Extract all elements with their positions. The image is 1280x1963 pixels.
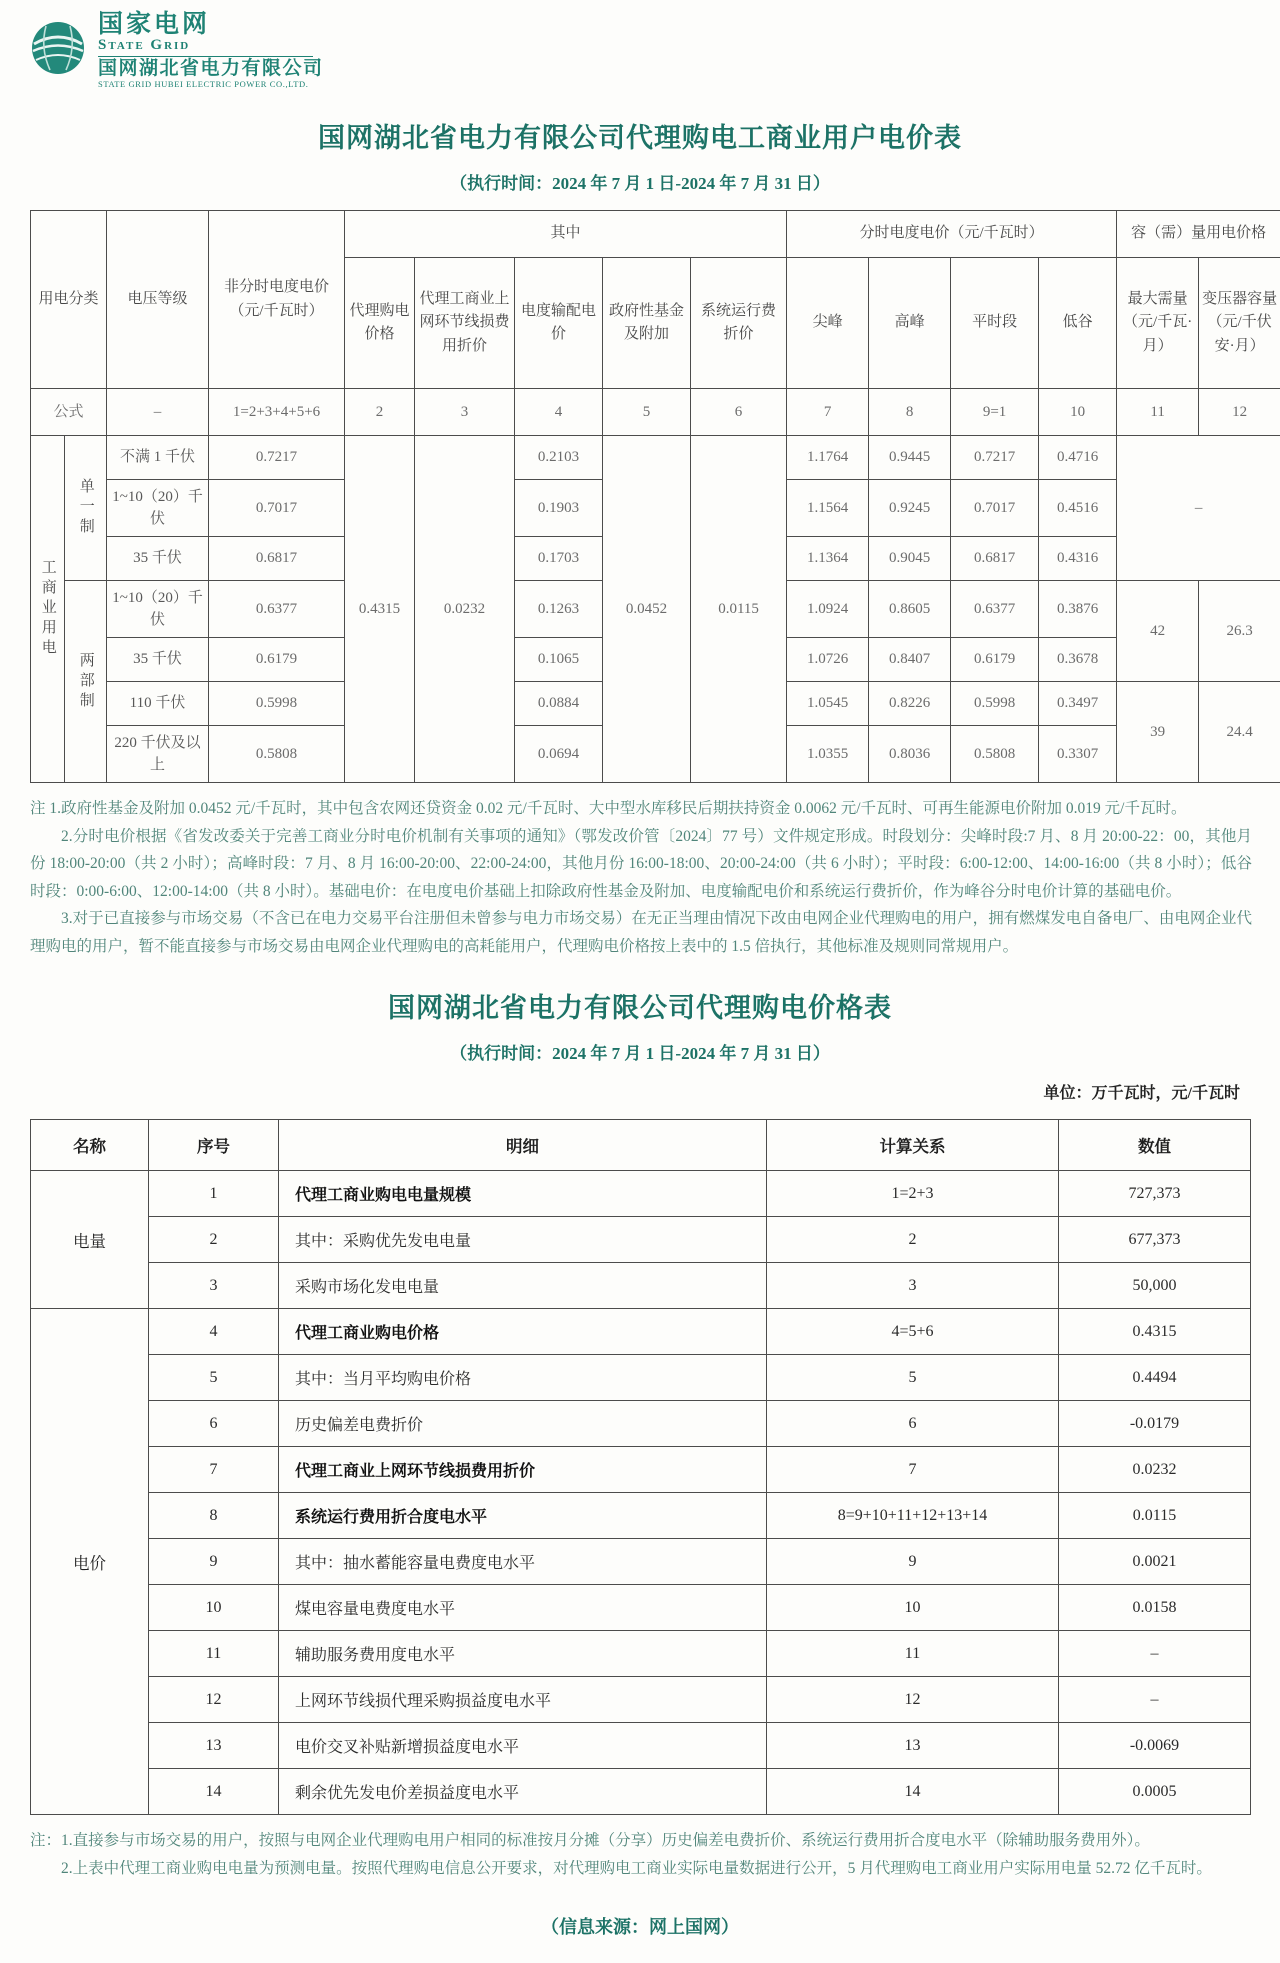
peak-price-cell: 0.8407 bbox=[869, 638, 951, 682]
brand-name-en: State Grid bbox=[98, 36, 191, 53]
transmission-cell: 0.1903 bbox=[515, 480, 603, 537]
valley-price-cell: 0.3678 bbox=[1039, 638, 1117, 682]
col-calc: 计算关系 bbox=[767, 1120, 1059, 1171]
section-name-cell: 电价 bbox=[31, 1309, 149, 1815]
sharp-price-cell: 1.0924 bbox=[787, 581, 869, 638]
transmission-cell: 0.0884 bbox=[515, 682, 603, 726]
note-item: 注 1.政府性基金及附加 0.0452 元/千瓦时，其中包含农网还贷资金 0.02 元/千瓦时、大中型水库移民后期扶持资金 0.0062 元/千瓦时、可再生能源电价附加 0.019 元/千瓦时。 bbox=[30, 800, 1187, 817]
flat-period-price-cell: 0.7017 bbox=[951, 480, 1039, 537]
voltage-cell: 110 千伏 bbox=[107, 682, 209, 726]
col-gov-fund: 政府性基金及附加 bbox=[603, 258, 691, 389]
formula-cell: 8 bbox=[869, 389, 951, 436]
index-cell: 8 bbox=[149, 1493, 279, 1539]
col-system-fee: 系统运行费折价 bbox=[691, 258, 787, 389]
peak-price-cell: 0.9445 bbox=[869, 436, 951, 480]
col-detail: 明细 bbox=[279, 1120, 767, 1171]
detail-cell: 其中：当月平均购电价格 bbox=[279, 1355, 767, 1401]
index-cell: 3 bbox=[149, 1263, 279, 1309]
formula-cell: 5 bbox=[603, 389, 691, 436]
calc-cell: 3 bbox=[767, 1263, 1059, 1309]
peak-price-cell: 0.8036 bbox=[869, 726, 951, 783]
col-name: 名称 bbox=[31, 1120, 149, 1171]
col-transmission: 电度输配电价 bbox=[515, 258, 603, 389]
formula-cell: 9=1 bbox=[951, 389, 1039, 436]
system-fee-cell: 0.0115 bbox=[691, 436, 787, 783]
detail-cell: 其中：采购优先发电电量 bbox=[279, 1217, 767, 1263]
valley-price-cell: 0.3876 bbox=[1039, 581, 1117, 638]
peak-price-cell: 0.9245 bbox=[869, 480, 951, 537]
value-cell: 0.4315 bbox=[1059, 1309, 1251, 1355]
formula-cell: 10 bbox=[1039, 389, 1117, 436]
col-max-demand: 最大需量（元/千瓦·月） bbox=[1117, 258, 1199, 389]
col-index: 序号 bbox=[149, 1120, 279, 1171]
index-cell: 13 bbox=[149, 1723, 279, 1769]
index-cell: 4 bbox=[149, 1309, 279, 1355]
calc-cell: 2 bbox=[767, 1217, 1059, 1263]
detail-cell: 其中：抽水蓄能容量电费度电水平 bbox=[279, 1539, 767, 1585]
calc-cell: 12 bbox=[767, 1677, 1059, 1723]
flat-period-price-cell: 0.6377 bbox=[951, 581, 1039, 638]
price-table-title: 国网湖北省电力有限公司代理购电价格表 bbox=[388, 993, 892, 1024]
sharp-price-cell: 1.0355 bbox=[787, 726, 869, 783]
col-flat-price: 非分时电度电价（元/千瓦时） bbox=[209, 211, 345, 389]
index-cell: 7 bbox=[149, 1447, 279, 1493]
transmission-cell: 0.2103 bbox=[515, 436, 603, 480]
note-item: 3.对于已直接参与市场交易（不含已在电力交易平台注册但未曾参与电力市场交易）在无正当理由情况下改由电网企业代理购电的用户，拥有燃煤发电自备电厂、由电网企业代理购电的用户，暂不能直接参与市场交易由电网企业代理购电的高耗能用户，代理购电价格按上表中的 1.5 倍执行，其他标准及规则同常规用户。 bbox=[30, 910, 1252, 955]
formula-cell: 3 bbox=[415, 389, 515, 436]
footer-source: （信息来源：网上国网） bbox=[541, 1916, 739, 1937]
gov-fund-cell: 0.0452 bbox=[603, 436, 691, 783]
brand-text bbox=[98, 12, 324, 89]
state-grid-logo-icon bbox=[30, 20, 86, 81]
flat-price-cell: 0.6179 bbox=[209, 638, 345, 682]
calc-cell: 1=2+3 bbox=[767, 1171, 1059, 1217]
flat-period-price-cell: 0.6817 bbox=[951, 537, 1039, 581]
voltage-cell: 35 千伏 bbox=[107, 638, 209, 682]
valley-price-cell: 0.3307 bbox=[1039, 726, 1117, 783]
calc-cell: 7 bbox=[767, 1447, 1059, 1493]
formula-cell: 7 bbox=[787, 389, 869, 436]
transmission-cell: 0.1263 bbox=[515, 581, 603, 638]
peak-price-cell: 0.9045 bbox=[869, 537, 951, 581]
transmission-cell: 0.1703 bbox=[515, 537, 603, 581]
col-voltage-level: 电压等级 bbox=[107, 211, 209, 389]
formula-cell: 6 bbox=[691, 389, 787, 436]
value-cell: 0.0021 bbox=[1059, 1539, 1251, 1585]
flat-price-cell: 0.7017 bbox=[209, 480, 345, 537]
formula-cell: 4 bbox=[515, 389, 603, 436]
flat-period-price-cell: 0.7217 bbox=[951, 436, 1039, 480]
value-cell: – bbox=[1059, 1631, 1251, 1677]
sharp-price-cell: 1.1564 bbox=[787, 480, 869, 537]
col-agent-price: 代理购电价格 bbox=[345, 258, 415, 389]
voltage-cell: 不满 1 千伏 bbox=[107, 436, 209, 480]
flat-price-cell: 0.6377 bbox=[209, 581, 345, 638]
formula-cell: 1=2+3+4+5+6 bbox=[209, 389, 345, 436]
index-cell: 5 bbox=[149, 1355, 279, 1401]
col-user-category: 用电分类 bbox=[31, 211, 107, 389]
detail-cell: 剩余优先发电价差损益度电水平 bbox=[279, 1769, 767, 1815]
voltage-cell: 1~10（20）千伏 bbox=[107, 581, 209, 638]
category-cell: 工商业用电 bbox=[31, 436, 65, 783]
company-name-cn: 国网湖北省电力有限公司 bbox=[98, 57, 324, 79]
sharp-price-cell: 1.0726 bbox=[787, 638, 869, 682]
col-capacity-price: 容（需）量用电价格 bbox=[1117, 211, 1280, 258]
flat-price-cell: 0.6817 bbox=[209, 537, 345, 581]
price-table-notes bbox=[30, 1827, 1252, 1882]
col-value: 数值 bbox=[1059, 1120, 1251, 1171]
transformer-cell: 24.4 bbox=[1199, 682, 1280, 783]
transmission-cell: 0.1065 bbox=[515, 638, 603, 682]
brand-divider bbox=[98, 56, 313, 57]
voltage-cell: 1~10（20）千伏 bbox=[107, 480, 209, 537]
calc-cell: 9 bbox=[767, 1539, 1059, 1585]
col-sharp: 尖峰 bbox=[787, 258, 869, 389]
col-among: 其中 bbox=[345, 211, 787, 258]
detail-cell: 煤电容量电费度电水平 bbox=[279, 1585, 767, 1631]
grid-loss-cell: 0.0232 bbox=[415, 436, 515, 783]
value-cell: 0.0158 bbox=[1059, 1585, 1251, 1631]
transmission-cell: 0.0694 bbox=[515, 726, 603, 783]
sharp-price-cell: 1.1764 bbox=[787, 436, 869, 480]
index-cell: 1 bbox=[149, 1171, 279, 1217]
flat-period-price-cell: 0.5998 bbox=[951, 682, 1039, 726]
index-cell: 6 bbox=[149, 1401, 279, 1447]
detail-cell: 代理工商业购电电量规模 bbox=[279, 1171, 767, 1217]
index-cell: 10 bbox=[149, 1585, 279, 1631]
col-grid-loss: 代理工商业上网环节线损费用折价 bbox=[415, 258, 515, 389]
note-item: 2.上表中代理工商业购电电量为预测电量。按照代理购电信息公开要求，对代理购电工商业实际电量数据进行公开，5 月代理购电工商业用户实际用电量 52.72 亿千瓦时。 bbox=[61, 1860, 1212, 1878]
formula-cell: 11 bbox=[1117, 389, 1199, 436]
unit-note: 单位：万千瓦时，元/千瓦时 bbox=[1043, 1085, 1240, 1103]
system-two-part-cell: 两部制 bbox=[65, 581, 107, 783]
peak-price-cell: 0.8226 bbox=[869, 682, 951, 726]
sharp-price-cell: 1.0545 bbox=[787, 682, 869, 726]
tariff-table-period: （执行时间：2024 年 7 月 1 日-2024 年 7 月 31 日） bbox=[450, 174, 830, 193]
tariff-table-title: 国网湖北省电力有限公司代理购电工商业用户电价表 bbox=[318, 123, 962, 153]
price-table bbox=[30, 1119, 1251, 1815]
note-item: 注：1.直接参与市场交易的用户，按照与电网企业代理购电用户相同的标准按月分摊（分享）历史偏差电费折价、系统运行费用折合度电水平（除辅助服务费用外）。 bbox=[30, 1832, 1150, 1850]
detail-cell: 系统运行费用折合度电水平 bbox=[279, 1493, 767, 1539]
calc-cell: 10 bbox=[767, 1585, 1059, 1631]
voltage-cell: 35 千伏 bbox=[107, 537, 209, 581]
valley-price-cell: 0.4716 bbox=[1039, 436, 1117, 480]
calc-cell: 14 bbox=[767, 1769, 1059, 1815]
detail-cell: 上网环节线损代理采购损益度电水平 bbox=[279, 1677, 767, 1723]
index-cell: 11 bbox=[149, 1631, 279, 1677]
value-cell: – bbox=[1059, 1677, 1251, 1723]
note-item: 2.分时电价根据《省发改委关于完善工商业分时电价机制有关事项的通知》（鄂发改价管〔2024〕77 号）文件规定形成。时段划分：尖峰时段:7 月、8 月 20:00-22：00，其他月份 18:00-20:00（共 2 小时）；高峰时段：7 月、8 月 16:00-20:00、22:00-24:00，其他月份 16:00-18:00、20:00-24:00（共 6 小时）；平时段：6:00-12:00、14:00-16:00（共 8 小时）；低谷时段：0:00-6:00、12:00-14:00（共 8 小时）。基础电价：在电度电价基础上扣除政府性基金及附加、电度输配电价和系统运行费折价，作为峰谷分时电价计算的基础电价。 bbox=[30, 827, 1252, 900]
flat-price-cell: 0.5998 bbox=[209, 682, 345, 726]
value-cell: 50,000 bbox=[1059, 1263, 1251, 1309]
index-cell: 14 bbox=[149, 1769, 279, 1815]
value-cell: -0.0069 bbox=[1059, 1723, 1251, 1769]
detail-cell: 辅助服务费用度电水平 bbox=[279, 1631, 767, 1677]
detail-cell: 采购市场化发电电量 bbox=[279, 1263, 767, 1309]
formula-label: 公式 bbox=[31, 389, 107, 436]
company-name-en: STATE GRID HUBEI ELECTRIC POWER CO.,LTD. bbox=[98, 78, 309, 89]
flat-period-price-cell: 0.5808 bbox=[951, 726, 1039, 783]
col-transformer: 变压器容量（元/千伏安·月） bbox=[1199, 258, 1280, 389]
valley-price-cell: 0.4516 bbox=[1039, 480, 1117, 537]
detail-cell: 代理工商业购电价格 bbox=[279, 1309, 767, 1355]
agent-price-cell: 0.4315 bbox=[345, 436, 415, 783]
value-cell: 0.0115 bbox=[1059, 1493, 1251, 1539]
flat-price-cell: 0.5808 bbox=[209, 726, 345, 783]
peak-price-cell: 0.8605 bbox=[869, 581, 951, 638]
sharp-price-cell: 1.1364 bbox=[787, 537, 869, 581]
calc-cell: 6 bbox=[767, 1401, 1059, 1447]
max-demand-cell: 42 bbox=[1117, 581, 1199, 682]
calc-cell: 11 bbox=[767, 1631, 1059, 1677]
voltage-cell: 220 千伏及以上 bbox=[107, 726, 209, 783]
flat-price-cell: 0.7217 bbox=[209, 436, 345, 480]
value-cell: 0.4494 bbox=[1059, 1355, 1251, 1401]
valley-price-cell: 0.4316 bbox=[1039, 537, 1117, 581]
value-cell: 0.0005 bbox=[1059, 1769, 1251, 1815]
index-cell: 2 bbox=[149, 1217, 279, 1263]
capacity-dash-cell: – bbox=[1117, 436, 1280, 581]
system-single-cell: 单一制 bbox=[65, 436, 107, 581]
transformer-cell: 26.3 bbox=[1199, 581, 1280, 682]
tariff-table-notes bbox=[30, 795, 1252, 960]
calc-cell: 4=5+6 bbox=[767, 1309, 1059, 1355]
calc-cell: 13 bbox=[767, 1723, 1059, 1769]
detail-cell: 历史偏差电费折价 bbox=[279, 1401, 767, 1447]
calc-cell: 5 bbox=[767, 1355, 1059, 1401]
index-cell: 9 bbox=[149, 1539, 279, 1585]
value-cell: 677,373 bbox=[1059, 1217, 1251, 1263]
value-cell: 727,373 bbox=[1059, 1171, 1251, 1217]
section-name-cell: 电量 bbox=[31, 1171, 149, 1309]
col-flat-period: 平时段 bbox=[951, 258, 1039, 389]
price-table-period: （执行时间：2024 年 7 月 1 日-2024 年 7 月 31 日） bbox=[450, 1044, 830, 1064]
formula-cell: 2 bbox=[345, 389, 415, 436]
col-tou-price: 分时电度电价（元/千瓦时） bbox=[787, 211, 1117, 258]
col-valley: 低谷 bbox=[1039, 258, 1117, 389]
value-cell: 0.0232 bbox=[1059, 1447, 1251, 1493]
formula-cell: 12 bbox=[1199, 389, 1280, 436]
calc-cell: 8=9+10+11+12+13+14 bbox=[767, 1493, 1059, 1539]
value-cell: -0.0179 bbox=[1059, 1401, 1251, 1447]
brand-name-cn: 国家电网 bbox=[98, 10, 211, 38]
formula-cell: – bbox=[107, 389, 209, 436]
index-cell: 12 bbox=[149, 1677, 279, 1723]
col-peak: 高峰 bbox=[869, 258, 951, 389]
detail-cell: 代理工商业上网环节线损费用折价 bbox=[279, 1447, 767, 1493]
max-demand-cell: 39 bbox=[1117, 682, 1199, 783]
tariff-table bbox=[30, 210, 1280, 783]
flat-period-price-cell: 0.6179 bbox=[951, 638, 1039, 682]
brand-header bbox=[30, 10, 1250, 89]
detail-cell: 电价交叉补贴新增损益度电水平 bbox=[279, 1723, 767, 1769]
valley-price-cell: 0.3497 bbox=[1039, 682, 1117, 726]
